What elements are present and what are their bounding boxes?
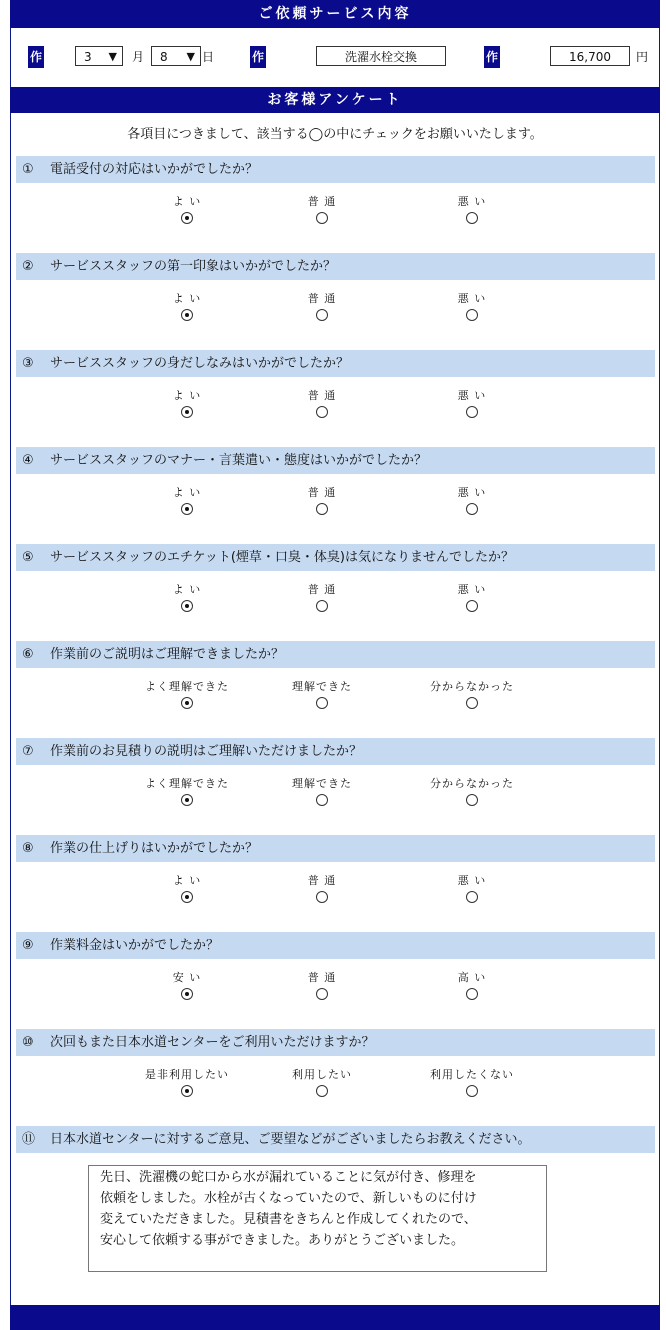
- day-unit: 日: [202, 50, 215, 64]
- question-number: ②: [22, 259, 34, 274]
- answer-option-label: よ い: [172, 486, 202, 499]
- answer-option-label: 利用したくない: [430, 1068, 514, 1081]
- question-number: ⑩: [22, 1035, 34, 1050]
- answer-option[interactable]: [422, 389, 522, 421]
- radio-button[interactable]: [316, 988, 328, 1000]
- answer-option[interactable]: [422, 680, 522, 712]
- work-content-field[interactable]: 洗濯水栓交換: [316, 46, 446, 66]
- question-number: ④: [22, 453, 34, 468]
- radio-button[interactable]: [466, 600, 478, 612]
- radio-button[interactable]: [466, 891, 478, 903]
- radio-button[interactable]: [181, 406, 193, 418]
- answer-option-label: 高 い: [457, 971, 487, 984]
- radio-button[interactable]: [466, 794, 478, 806]
- radio-button[interactable]: [181, 309, 193, 321]
- question-text: 次回もまた日本水道センターをご利用いただけますか？: [50, 1035, 375, 1050]
- question-number: ⑧: [22, 841, 34, 856]
- answer-option[interactable]: [422, 971, 522, 1003]
- radio-button[interactable]: [466, 309, 478, 321]
- month-value: 3: [84, 50, 92, 64]
- question-header: [16, 738, 655, 765]
- radio-button[interactable]: [316, 309, 328, 321]
- answer-option[interactable]: [137, 1068, 237, 1100]
- answer-option-label: 安 い: [172, 971, 202, 984]
- answer-option[interactable]: [137, 777, 237, 809]
- answer-option[interactable]: [272, 486, 372, 518]
- answer-option[interactable]: [422, 292, 522, 324]
- answer-option-label: 是非利用したい: [145, 1068, 229, 1081]
- question-number: ③: [22, 356, 34, 371]
- question-number: ⑪: [22, 1132, 36, 1147]
- question-number: ⑥: [22, 647, 34, 662]
- month-unit: 月: [132, 50, 145, 64]
- answer-option-label: 普 通: [307, 292, 337, 305]
- question-text: 電話受付の対応はいかがでしたか？: [50, 162, 259, 177]
- answer-option[interactable]: [137, 389, 237, 421]
- answer-option[interactable]: [272, 874, 372, 906]
- radio-button[interactable]: [181, 600, 193, 612]
- answer-option[interactable]: [137, 195, 237, 227]
- answer-option-label: よ い: [172, 389, 202, 402]
- radio-button[interactable]: [316, 891, 328, 903]
- answer-option[interactable]: [422, 777, 522, 809]
- answer-option-label: よ い: [172, 195, 202, 208]
- radio-button[interactable]: [466, 988, 478, 1000]
- question-header: [16, 641, 655, 668]
- answer-option-label: 理解できた: [292, 680, 352, 693]
- answer-option-label: 理解できた: [292, 777, 352, 790]
- question-text: 作業料金はいかがでしたか？: [50, 938, 220, 953]
- day-select[interactable]: [151, 46, 201, 66]
- radio-button[interactable]: [316, 1085, 328, 1097]
- answer-option-label: 分からなかった: [430, 680, 514, 693]
- answer-option[interactable]: [272, 292, 372, 324]
- question-number: ⑦: [22, 744, 34, 759]
- radio-button[interactable]: [316, 212, 328, 224]
- answer-option-label: よく理解できた: [145, 777, 229, 790]
- answer-option-label: 悪 い: [457, 292, 487, 305]
- answer-option[interactable]: [422, 874, 522, 906]
- answer-option[interactable]: [272, 195, 372, 227]
- month-select[interactable]: [75, 46, 123, 66]
- radio-button[interactable]: [316, 406, 328, 418]
- radio-button[interactable]: [181, 503, 193, 515]
- survey-title: お客様アンケート: [267, 92, 403, 108]
- radio-button[interactable]: [181, 988, 193, 1000]
- work-label: 作業 容: [250, 46, 266, 68]
- question-text: 日本水道センターに対するご意見、ご要望などがございましたらお教えください。: [50, 1132, 531, 1147]
- comment-question-header: [16, 1126, 655, 1153]
- service-title: ご依頼サービス内容: [258, 6, 412, 22]
- question-header: [16, 350, 655, 377]
- fee-field[interactable]: 16,700: [550, 46, 630, 66]
- footer-bar: [10, 1305, 660, 1330]
- date-label: 作業: [28, 46, 44, 68]
- question-text: 作業の仕上げりはいかがでしたか？: [50, 841, 259, 856]
- radio-button[interactable]: [466, 212, 478, 224]
- answer-option-label: 悪 い: [457, 389, 487, 402]
- answer-option[interactable]: [137, 971, 237, 1003]
- answer-option[interactable]: [422, 583, 522, 615]
- question-header: [16, 1029, 655, 1056]
- comment-textarea[interactable]: 先日、洗濯機の蛇口から水が漏れていることに気が付き、修理を 依頼をしました。水栓が古くなっていたので、新しいものに付け 変えていただきました。見積書をきちんと作成してくれたので、 安心して依頼する事ができました。ありがとうございました。: [88, 1165, 547, 1272]
- answer-option[interactable]: [137, 486, 237, 518]
- question-text: サービススタッフのマナー・言葉遣い・態度はいかがでしたか？: [50, 453, 428, 468]
- radio-button[interactable]: [181, 212, 193, 224]
- answer-option-label: 悪 い: [457, 874, 487, 887]
- question-text: サービススタッフのエチケット(煙草・口臭・体臭)は気になりませんでしたか？: [50, 550, 514, 565]
- answer-option-label: 悪 い: [457, 486, 487, 499]
- question-number: ⑤: [22, 550, 34, 565]
- answer-option-label: よく理解できた: [145, 680, 229, 693]
- answer-option[interactable]: [422, 486, 522, 518]
- answer-option-label: 普 通: [307, 486, 337, 499]
- dropdown-arrow-icon: ▼: [108, 50, 117, 63]
- answer-option-label: 普 通: [307, 583, 337, 596]
- answer-option[interactable]: [272, 680, 372, 712]
- question-header: [16, 253, 655, 280]
- question-text: 作業前のお見積りの説明はご理解いただけましたか？: [50, 744, 363, 759]
- radio-button[interactable]: [316, 697, 328, 709]
- survey-header: [10, 87, 660, 113]
- answer-option-label: 普 通: [307, 971, 337, 984]
- answer-option[interactable]: [272, 583, 372, 615]
- radio-button[interactable]: [466, 697, 478, 709]
- question-header: [16, 835, 655, 862]
- radio-button[interactable]: [181, 794, 193, 806]
- answer-option-label: 悪 い: [457, 195, 487, 208]
- survey-instruction: 各項目につきまして、該当する◯の中にチェックをお願いいたします。: [127, 127, 543, 142]
- question-header: [16, 544, 655, 571]
- answer-option[interactable]: [422, 1068, 522, 1100]
- answer-option[interactable]: [137, 874, 237, 906]
- answer-option[interactable]: [422, 195, 522, 227]
- day-value: 8: [160, 50, 168, 64]
- question-number: ①: [22, 162, 34, 177]
- question-text: サービススタッフの身だしなみはいかがでしたか？: [50, 356, 350, 371]
- answer-option-label: 悪 い: [457, 583, 487, 596]
- fee-unit: 円: [636, 50, 649, 64]
- answer-option-label: 普 通: [307, 195, 337, 208]
- radio-button[interactable]: [316, 600, 328, 612]
- answer-option[interactable]: [137, 680, 237, 712]
- radio-button[interactable]: [466, 503, 478, 515]
- answer-option[interactable]: [272, 1068, 372, 1100]
- answer-option-label: よ い: [172, 583, 202, 596]
- question-header: [16, 156, 655, 183]
- answer-option[interactable]: [137, 292, 237, 324]
- dropdown-arrow-icon: ▼: [186, 50, 195, 63]
- question-header: [16, 447, 655, 474]
- question-text: 作業前のご説明はご理解できましたか？: [50, 647, 285, 662]
- radio-button[interactable]: [466, 406, 478, 418]
- answer-option[interactable]: [272, 971, 372, 1003]
- answer-option-label: 普 通: [307, 389, 337, 402]
- radio-button[interactable]: [181, 697, 193, 709]
- question-header: [16, 932, 655, 959]
- radio-button[interactable]: [316, 503, 328, 515]
- radio-button[interactable]: [316, 794, 328, 806]
- answer-option[interactable]: [272, 777, 372, 809]
- answer-option-label: よ い: [172, 874, 202, 887]
- radio-button[interactable]: [181, 891, 193, 903]
- answer-option-label: よ い: [172, 292, 202, 305]
- service-header: [10, 0, 660, 28]
- fee-label: 作業 金: [484, 46, 500, 68]
- question-text: サービススタッフの第一印象はいかがでしたか？: [50, 259, 337, 274]
- answer-option[interactable]: [137, 583, 237, 615]
- answer-option-label: 普 通: [307, 874, 337, 887]
- answer-option-label: 利用したい: [292, 1068, 352, 1081]
- radio-button[interactable]: [466, 1085, 478, 1097]
- question-number: ⑨: [22, 938, 34, 953]
- radio-button[interactable]: [181, 1085, 193, 1097]
- answer-option[interactable]: [272, 389, 372, 421]
- answer-option-label: 分からなかった: [430, 777, 514, 790]
